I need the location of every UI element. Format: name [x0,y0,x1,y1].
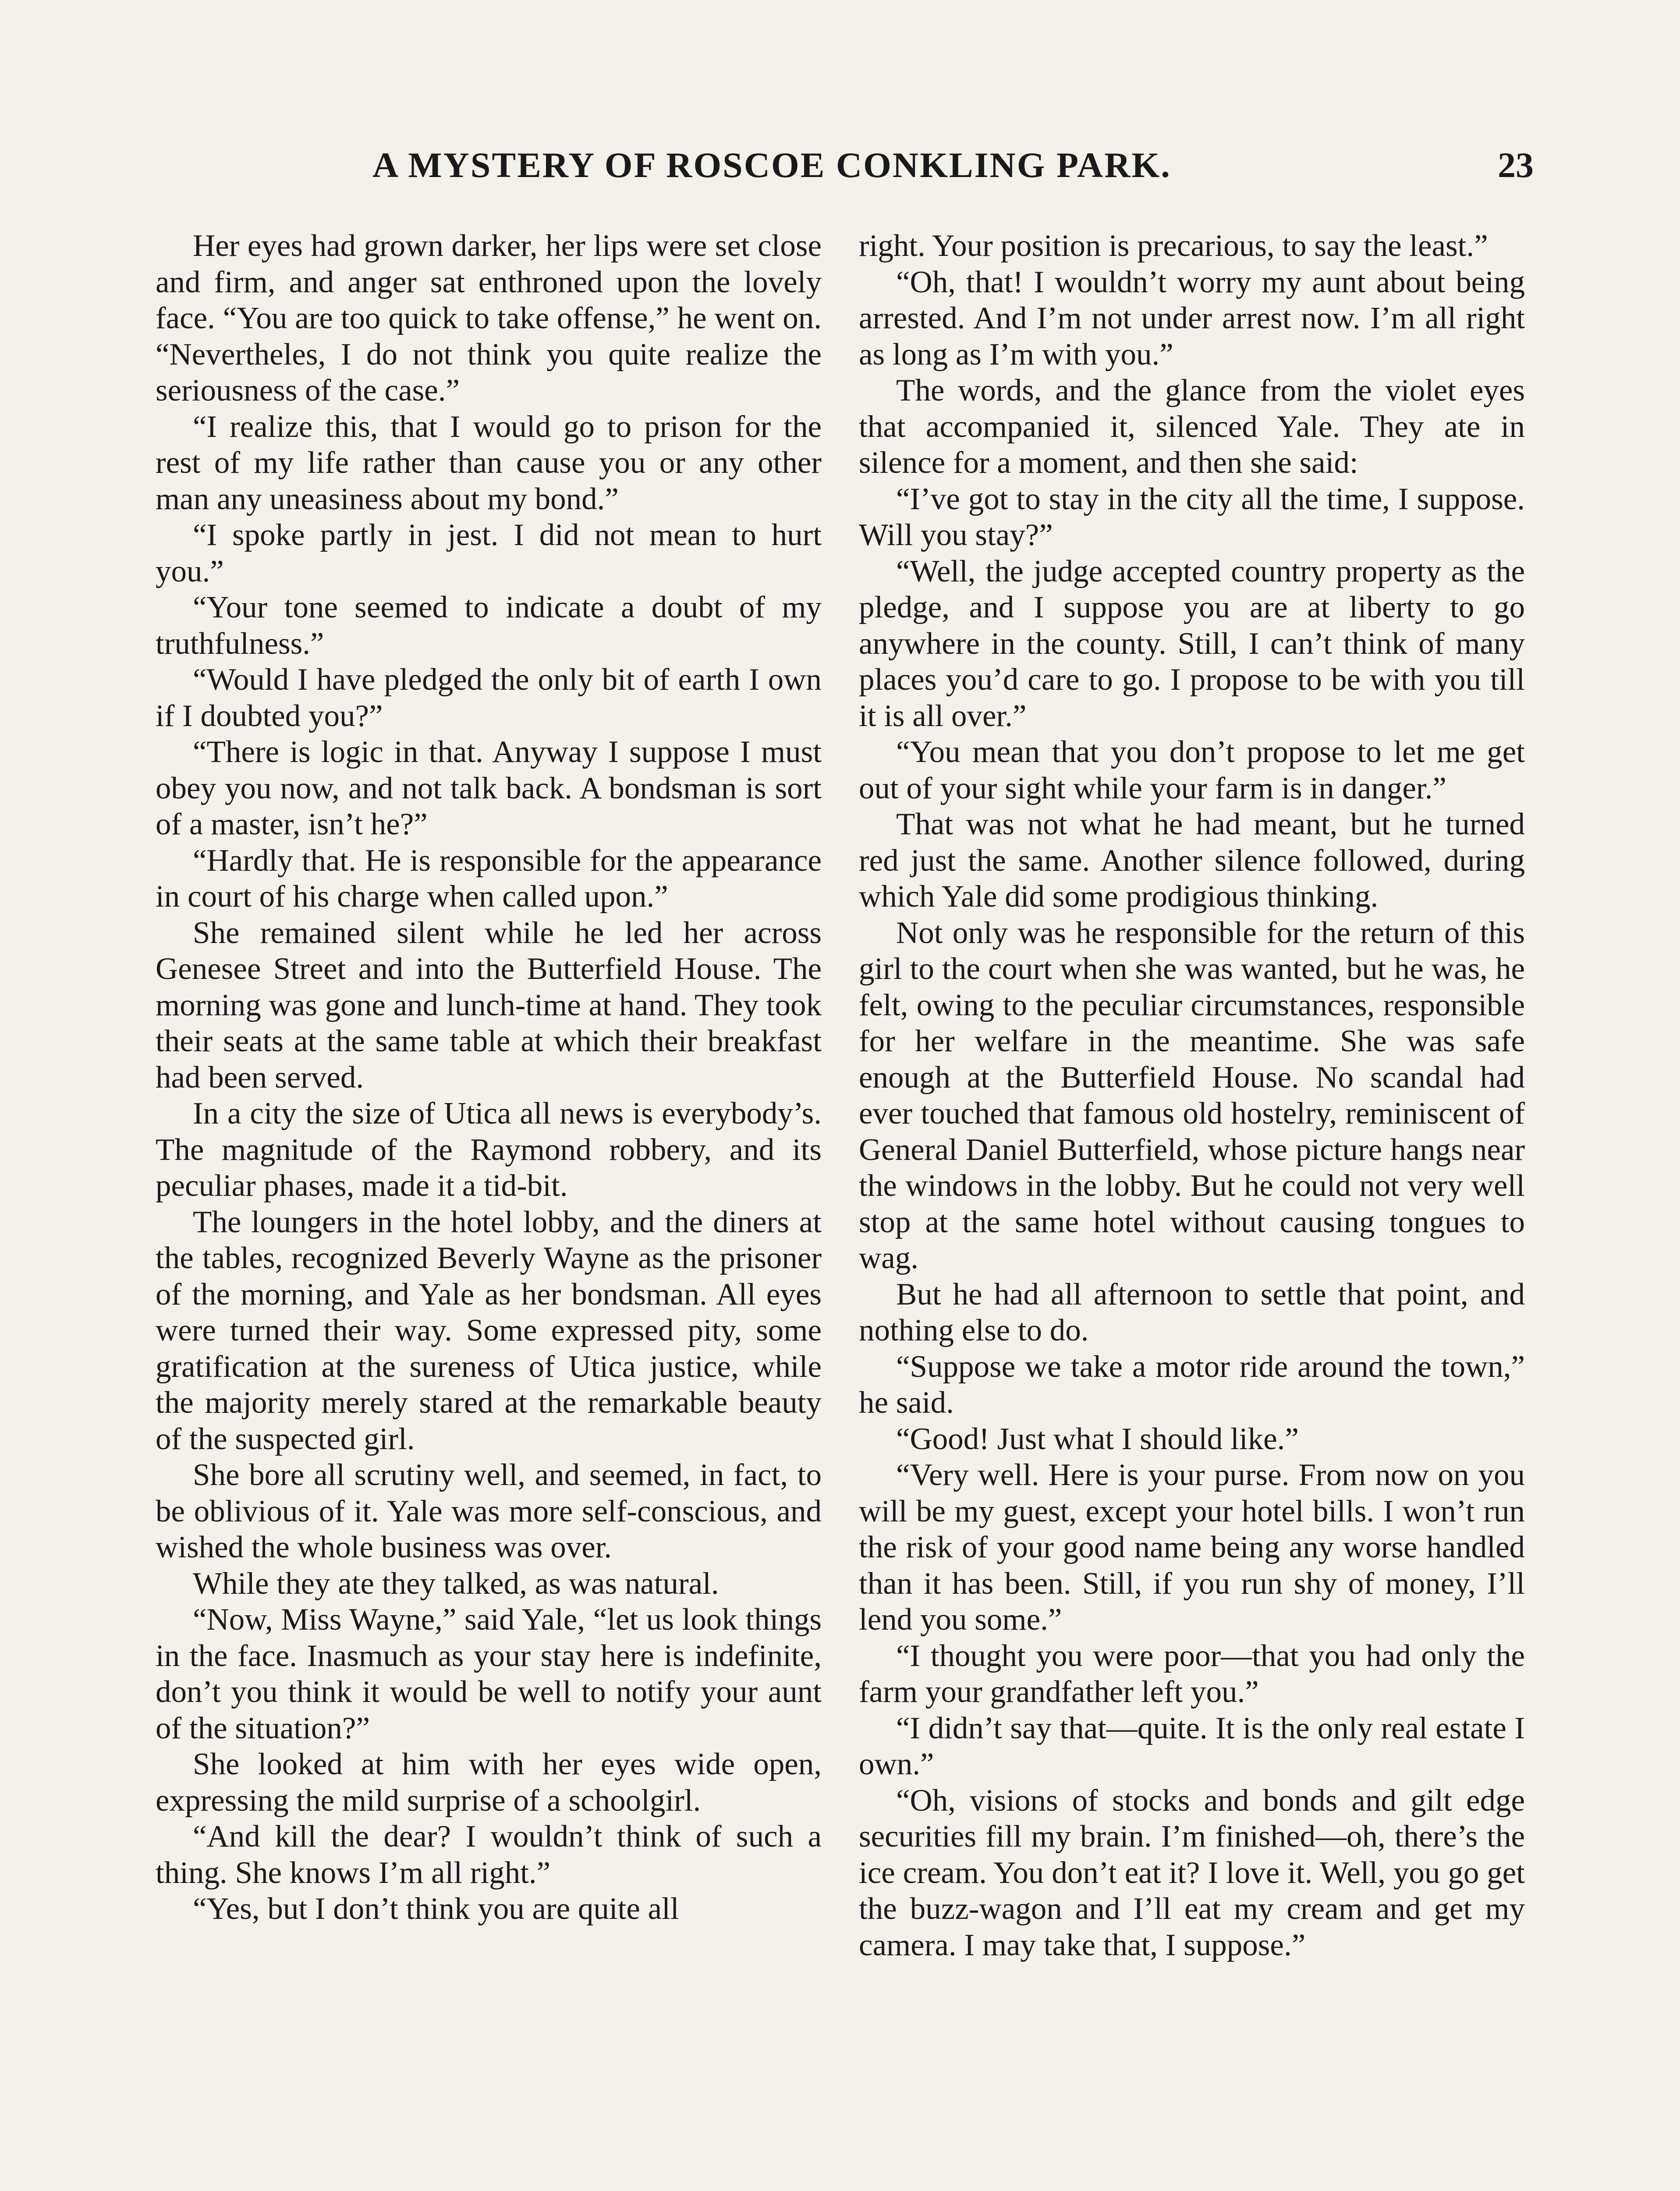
paragraph: “Would I have pledged the only bit of earth I own if I doubted you?” [156,663,822,733]
paragraph: Not only was he responsible for the return of this girl to the court when she was wanted, but he was, he felt, owing to the peculiar circumstances, responsible for her welfare in the meantime. She was safe enough at the Butterfield House. No scandal had ever touched that famous old hostelry, reminiscent of General Daniel Butterfield, whose picture hangs near the windows in the lobby. But he could not very well stop at the same hotel without causing tongues to wag. [859,915,1525,1275]
right-column [859,228,1525,1963]
paragraph: “Now, Miss Wayne,” said Yale, “let us look things in the face. Inasmuch as your stay here is indefinite, don’t you think it would be well to notify your aunt of the situation?” [156,1602,822,1745]
paragraph: “Good! Just what I should like.” [896,1422,1299,1456]
page-number: 23 [1498,145,1534,185]
paragraph: “I spoke partly in jest. I did not mean to hurt you.” [156,518,822,589]
paragraph: “Suppose we take a motor ride around the town,” he said. [859,1349,1525,1420]
paragraph: “Yes, but I don’t think you are quite all [193,1892,679,1926]
paragraph: “I didn’t say that—quite. It is the only real estate I own.” [859,1711,1525,1781]
paragraph: “Very well. Here is your purse. From now on you will be my guest, except your hotel bills. I won’t run the risk of your good name being any worse handled than it has been. Still, if you run shy of money, I’ll lend you some.” [859,1458,1525,1637]
paragraph: “There is logic in that. Anyway I suppose I must obey you now, and not talk back. A bondsman is sort of a master, isn’t he?” [156,735,822,841]
paragraph: She looked at him with her eyes wide open, expressing the mild surprise of a schoolgirl. [156,1747,822,1818]
paragraph: “I realize this, that I would go to prison for the rest of my life rather than cause you or any other man any uneasiness about my bond.” [156,409,822,516]
paragraph: “You mean that you don’t propose to let me get out of your sight while your farm is in danger.” [859,735,1525,805]
paragraph: She bore all scrutiny well, and seemed, in fact, to be oblivious of it. Yale was more self-conscious, and wished the whole business was over. [156,1458,822,1564]
paragraph: She remained silent while he led her across Genesee Street and into the Butterfield House. The morning was gone and lunch-time at hand. They took their seats at the same table at which their breakfast had been served. [156,915,822,1095]
paragraph: Her eyes had grown darker, her lips were set close and firm, and anger sat enthroned upon the lovely face. “You are too quick to take offense,” he went on. “Nevertheles, I do not think you quite realize the seriousness of the case.” [156,229,822,408]
paragraph: “And kill the dear? I wouldn’t think of such a thing. She knows I’m all right.” [156,1819,822,1890]
page-header [153,145,1534,197]
paragraph: “Well, the judge accepted country property as the pledge, and I suppose you are at liberty to go anywhere in the county. Still, I can’t think of many places you’d care to go. I propose to be with you till it is all over.” [859,554,1525,733]
running-title: A MYSTERY OF ROSCOE CONKLING PARK. [372,145,1171,185]
paragraph: The loungers in the hotel lobby, and the diners at the tables, recognized Beverly Wayne as the prisoner of the morning, and Yale as her bondsman. All eyes were turned their way. Some expressed pity, some gratification at the sureness of Utica justice, while the majority merely stared at the remarkable beauty of the suspected girl. [156,1205,822,1456]
paragraph: “Hardly that. He is responsible for the appearance in court of his charge when called upon.” [156,843,822,914]
paragraph: In a city the size of Utica all news is everybody’s. The magnitude of the Raymond robbery, and its peculiar phases, made it a tid-bit. [156,1096,822,1203]
paragraph: right. Your position is precarious, to say the least.” [859,229,1488,263]
paragraph: “Your tone seemed to indicate a doubt of my truthfulness.” [156,590,822,661]
paragraph: “I’ve got to stay in the city all the time, I suppose. Will you stay?” [859,482,1525,552]
paragraph: That was not what he had meant, but he turned red just the same. Another silence followed, during which Yale did some prodigious thinking. [859,807,1525,914]
paragraph: The words, and the glance from the violet eyes that accompanied it, silenced Yale. They ate in silence for a moment, and then she said: [859,373,1525,480]
left-column [156,228,822,1927]
paragraph: “I thought you were poor—that you had only the farm your grandfather left you.” [859,1638,1525,1709]
paragraph: “Oh, that! I wouldn’t worry my aunt about being arrested. And I’m not under arrest now. I’m all right as long as I’m with you.” [859,265,1525,372]
paragraph: While they ate they talked, as was natural. [193,1566,719,1601]
paragraph: “Oh, visions of stocks and bonds and gilt edge securities fill my brain. I’m finished—oh, there’s the ice cream. You don’t eat it? I love it. Well, you go get the buzz-wagon and I’ll eat my cream and get my camera. I may take that, I suppose.” [859,1783,1525,1962]
paragraph: But he had all afternoon to settle that point, and nothing else to do. [859,1277,1525,1347]
